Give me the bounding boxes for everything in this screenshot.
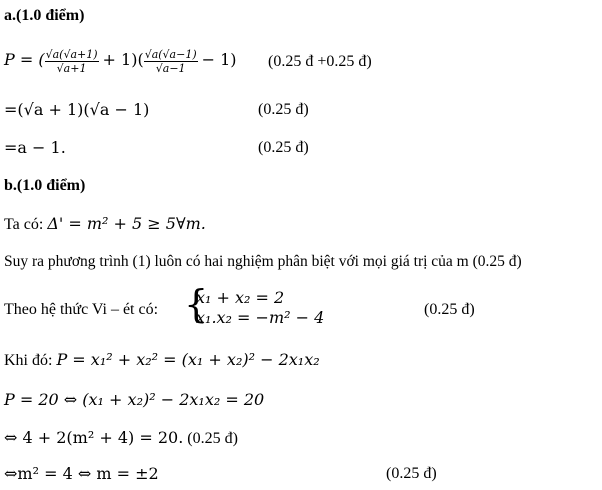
fraction-2-numerator: √a(√a−1)	[144, 48, 197, 61]
part-b-line-3-text: Theo hệ thức Vi – ét có:	[4, 301, 159, 318]
line7-score: (0.25 đ)	[386, 465, 437, 482]
line3-score: (0.25 đ)	[424, 301, 475, 318]
part-b-line-7: ⇔m² = 4 ⇔ m = ±2	[4, 464, 159, 483]
line6-math: ⇔ 4 + 2(m² + 4) = 20.	[4, 428, 184, 447]
fraction-2-denominator: √a−1	[155, 62, 186, 75]
part-a-equation-2: =(√a + 1)(√a − 1)	[4, 100, 150, 119]
line1-text: Ta có:	[4, 216, 48, 233]
part-a-equation-1	[4, 48, 237, 75]
part-a-heading: a.(1.0 điểm)	[4, 7, 85, 24]
line1-math: Δ' = m² + 5 ≥ 5∀m.	[47, 214, 206, 233]
line4-math: P = x₁² + x₂² = (x₁ + x₂)² − 2x₁x₂	[56, 350, 320, 369]
part-b-line-2: Suy ra phương trình (1) luôn có hai nghiệm phân biệt với mọi giá trị của m (0.25 đ)	[4, 253, 522, 270]
fraction-1-denominator: √a+1	[56, 62, 87, 75]
eq1-prefix: P = (	[4, 50, 45, 70]
left-brace-icon: {	[184, 282, 209, 326]
eq1-middle: + 1)(	[102, 50, 144, 70]
part-b-line-6	[4, 428, 238, 449]
fraction-2	[144, 48, 198, 75]
part-b-line-1	[4, 214, 206, 235]
part-b-line-4	[4, 350, 320, 371]
vieta-system	[184, 282, 325, 328]
part-a-equation-3: =a − 1.	[4, 138, 66, 157]
system-block	[184, 282, 325, 328]
eq1-score: (0.25 đ +0.25 đ)	[268, 53, 372, 70]
fraction-1-numerator: √a(√a+1)	[45, 48, 98, 61]
part-b-heading: b.(1.0 điểm)	[4, 177, 86, 194]
part-b-line-5: P = 20 ⇔ (x₁ + x₂)² − 2x₁x₂ = 20	[4, 390, 265, 409]
eq2-score: (0.25 đ)	[258, 101, 309, 118]
eq3-score: (0.25 đ)	[258, 139, 309, 156]
system-eq-1: x₁ + x₂ = 2	[196, 288, 285, 307]
line6-score: (0.25 đ)	[187, 430, 238, 447]
eq1-end: − 1)	[201, 50, 237, 70]
line4-text: Khi đó:	[4, 352, 57, 369]
fraction-1	[45, 48, 99, 75]
system-eq-2: x₁.x₂ = −m² − 4	[196, 308, 325, 327]
